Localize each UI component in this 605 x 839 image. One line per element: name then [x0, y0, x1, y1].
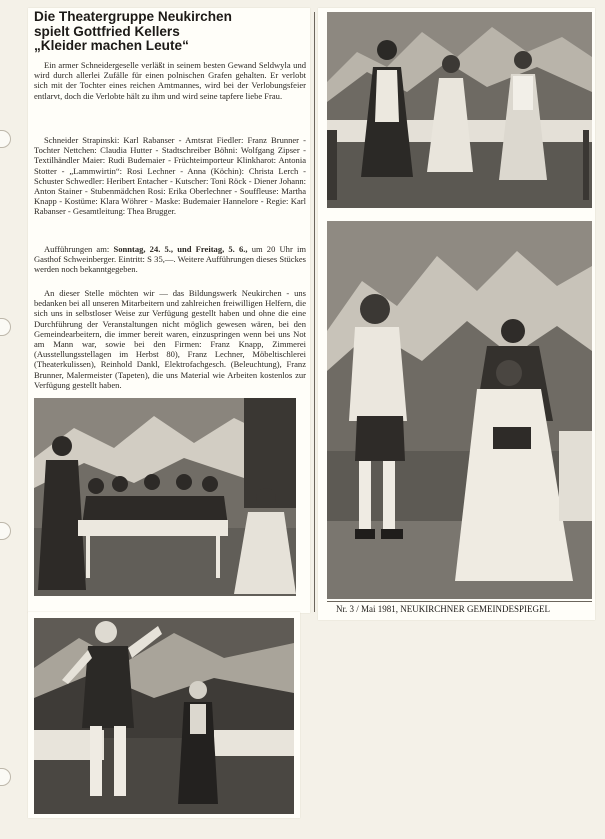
headline-line-2: spielt Gottfried Kellers [34, 23, 180, 39]
binder-hole [0, 522, 11, 540]
headline-line-1: Die Theatergruppe Neukirchen [34, 9, 232, 24]
binder-hole [0, 318, 11, 336]
binder-hole [0, 768, 11, 786]
performance-dates [34, 244, 306, 275]
stage-photo-dance [34, 618, 294, 814]
cast-list: Schneider Strapinski: Karl Rabanser - Amtsrat Fiedler: Franz Brunner - Tochter Nettchen: Claudia Hutter - Stadtschreiber Böhni: Wolfgang Zipser - Textilhändler Maier: Rudi Budemaier - Früchteimporteur Klinkharot: Antonia Stotter - „Lammwirtin“: Rosi Lechner - Anna (Köchin): Christa Lerch - Schuster Schwedler: Heribert Entacher - Kutscher: Toni Röck - Diener Johann: Anton Stainer - Stubenmädchen Rosi: Erika Oberlechner - Souffleuse: Martha Knapp - Kostüme: Klara Wöhrer - Maske: Budemaier Hannelore - Regie: Karl Rabanser - Gesamtleitung: Thea Brugger. [34, 135, 306, 217]
acknowledgements: An dieser Stelle möchten wir — das Bildungswerk Neukirchen - uns bedanken bei all unseren Mitarbeitern und zahlreichen freiwilligen Helfern, die sich uns in selbstloser Weise zur Verfügung gestellt haben und ohne die eine Durchführung der Veranstaltungen nicht möglich gewesen wären, bei den Gemeindearbeitern, die immer bereit waren, einzuspringen wenn bei uns Not am Mann war, sowie bei den Firmen: Franz Knapp, Zimmerei (Ausstellungsstellagen im Herbst 80), Franz Lechner, Möbeltischlerei (Theaterkulissen), Reinhold Dankl, Elektrofachgesch. (Beleuchtung), Franz Brunner, Malermeister (Tapeten), die uns Material wie Arbeiten kostenlos zur Verfügung gestellt haben. [34, 288, 306, 390]
headline-line-3: „Kleider machen Leute“ [34, 38, 189, 53]
publication-footer: Nr. 3 / Mai 1981, NEUKIRCHNER GEMEINDESPIEGEL [336, 604, 550, 614]
stage-photo-tailor-scene [327, 221, 592, 599]
performance-lead: Aufführungen am: [44, 244, 110, 254]
article-intro: Ein armer Schneidergeselle verläßt in seinem besten Gewand Seldwyla und wird durch allerlei Zufälle für einen polnischen Grafen gehalten. Er verlobt sich mit der Tochter eines reichen Amtmannes, wird bei der Verlobungsfeier entlarvt, doch die Verlobte hält zu ihm und wird seine tapfere liebe Frau. [34, 60, 306, 101]
footer-rule [327, 601, 592, 602]
performance-details: um 20 Uhr im Gasthof Schweinberger. Eintritt: S 35,—. Weitere Aufführungen dieses Stückes werden noch bekanntgegeben. [34, 244, 306, 275]
binder-hole [0, 130, 11, 148]
performance-days: Sonntag, 24. 5., und Freitag, 5. 6., [113, 244, 248, 254]
stage-photo-banquet [34, 398, 296, 596]
column-divider [314, 12, 315, 612]
article-headline [34, 10, 304, 54]
stage-photo-three-women [327, 12, 592, 208]
